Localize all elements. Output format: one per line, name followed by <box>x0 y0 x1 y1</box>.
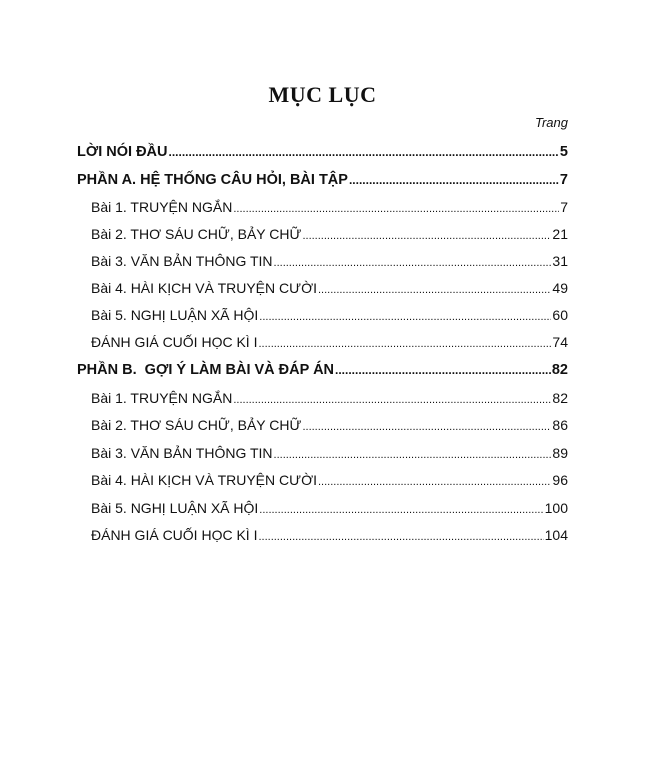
toc-entry-page: 100 <box>544 500 568 516</box>
dot-leader <box>274 443 552 465</box>
toc-entry-label: Bài 4. HÀI KỊCH VÀ TRUYỆN CƯỜI <box>91 280 317 296</box>
toc-entry-page: 96 <box>552 472 568 488</box>
toc-entry-page: 7 <box>559 172 568 188</box>
dot-leader <box>318 470 551 492</box>
toc-entry-label: Bài 3. VĂN BẢN THÔNG TIN <box>91 253 273 269</box>
toc-entry-page: 31 <box>552 253 568 269</box>
toc-entry-b-bai-1 <box>91 388 568 408</box>
dot-leader <box>258 525 543 547</box>
toc-entry-page: 7 <box>560 199 568 215</box>
toc-entry-b-bai-5 <box>91 498 568 518</box>
dot-leader <box>233 388 551 410</box>
toc-entry-label: PHẦN B. GỢI Ý LÀM BÀI VÀ ĐÁP ÁN <box>77 362 335 378</box>
toc-entry-label: Bài 5. NGHỊ LUẬN XÃ HỘI <box>91 500 259 516</box>
toc-entry-a-bai-4 <box>91 278 568 298</box>
page-title: MỤC LỤC <box>268 82 377 107</box>
toc-entry-label: Bài 2. THƠ SÁU CHỮ, BẢY CHỮ <box>91 226 302 242</box>
dot-leader <box>302 224 551 246</box>
toc-entry-page: 5 <box>559 144 568 160</box>
page-column-label: Trang <box>535 115 568 130</box>
dot-leader <box>259 305 551 327</box>
toc-entry-a-bai-2 <box>91 224 568 244</box>
dot-leader <box>259 498 543 520</box>
dot-leader <box>349 170 559 190</box>
toc-entry-a-danh-gia <box>91 332 568 352</box>
toc-entry-label: Bài 2. THƠ SÁU CHỮ, BẢY CHỮ <box>91 417 302 433</box>
toc-entry-page: 74 <box>552 334 568 350</box>
dot-leader <box>302 415 551 437</box>
toc-entry-page: 104 <box>544 527 568 543</box>
toc-entry-page: 60 <box>552 307 568 323</box>
toc-entry-loi-noi-dau <box>77 142 568 162</box>
toc-entry-a-bai-1 <box>91 197 568 217</box>
toc-entry-label: Bài 5. NGHỊ LUẬN XÃ HỘI <box>91 307 259 323</box>
toc-entry-page: 21 <box>552 226 568 242</box>
dot-leader <box>335 360 551 380</box>
toc-entry-page: 49 <box>552 280 568 296</box>
dot-leader <box>169 142 559 162</box>
toc-entry-phan-a <box>77 170 568 190</box>
toc-entry-a-bai-5 <box>91 305 568 325</box>
toc-entry-phan-b <box>77 360 568 380</box>
dot-leader <box>318 278 551 300</box>
toc-entry-b-danh-gia <box>91 525 568 545</box>
toc-entry-label: PHẦN A. HỆ THỐNG CÂU HỎI, BÀI TẬP <box>77 172 348 188</box>
toc-entry-b-bai-3 <box>91 443 568 463</box>
toc-entry-label: ĐÁNH GIÁ CUỐI HỌC KÌ I <box>91 527 258 543</box>
toc-entry-page: 82 <box>551 362 568 378</box>
dot-leader <box>274 251 552 273</box>
toc-entry-label: LỜI NÓI ĐẦU <box>77 144 168 160</box>
toc-entry-label: Bài 1. TRUYỆN NGẮN <box>91 199 233 215</box>
toc-entry-b-bai-2 <box>91 415 568 435</box>
dot-leader <box>233 197 559 219</box>
dot-leader <box>258 332 551 354</box>
toc-entry-a-bai-3 <box>91 251 568 271</box>
toc-entry-b-bai-4 <box>91 470 568 490</box>
toc-entry-page: 82 <box>552 390 568 406</box>
toc-entry-page: 86 <box>552 417 568 433</box>
toc-entry-label: ĐÁNH GIÁ CUỐI HỌC KÌ I <box>91 334 258 350</box>
toc-entry-label: Bài 3. VĂN BẢN THÔNG TIN <box>91 445 273 461</box>
toc-entry-page: 89 <box>552 445 568 461</box>
toc-entry-label: Bài 4. HÀI KỊCH VÀ TRUYỆN CƯỜI <box>91 472 317 488</box>
toc-entry-label: Bài 1. TRUYỆN NGẮN <box>91 390 233 406</box>
